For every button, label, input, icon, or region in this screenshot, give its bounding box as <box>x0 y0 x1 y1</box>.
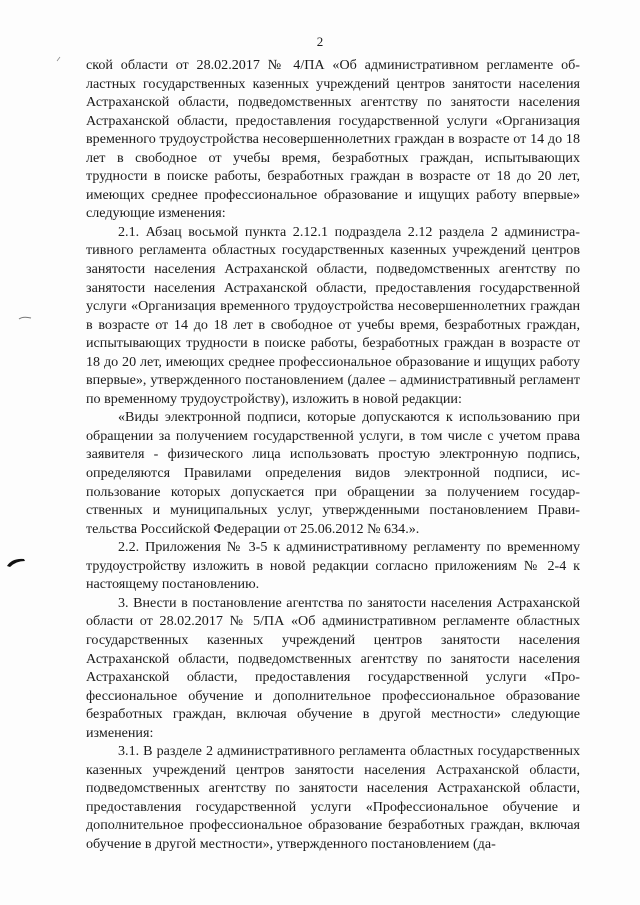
paragraph-3-1: 3.1. В разделе 2 административного регламента областных государственных казенных учреждений центров занятости населения Астраханской области, подведомственных агентству по занятости населения Астраханской области, предоставления государственной услуги «Профессиональное обучение и дополнительное профессиональное образование безработных граждан, включая обучение в другой местности», утвержденного постановлением (да- <box>86 743 580 852</box>
document-body <box>86 56 580 854</box>
margin-pen-mark <box>18 315 32 321</box>
margin-ink-mark <box>6 556 26 568</box>
paragraph-2-1: 2.1. Абзац восьмой пункта 2.12.1 подраздела 2.12 раздела 2 административного регламента областных государственных казенных учреждений центров занятости населения Астраханской области, подведомственных агентству по занятости населения Астраханской области, предоставления государственной услуги «Организация временного трудоустройства несовершеннолетних граждан в возрасте от 14 до 18 лет в свободное от учебы время, безработных граждан, испытывающих трудности в поиске работы, безработных граждан в возрасте от 18 до 20 лет, имеющих среднее профессиональное образование и ищущих работу впервые», утвержденного постановлением (далее – административный регламент по временному трудоустройству), изложить в новой редакции: <box>86 223 580 407</box>
paragraph-3: 3. Внести в постановление агентства по занятости населения Астраханской области от 28.02.2017 № 5/ПА «Об административном регламенте областных государственных казенных учреждений центров занятости населения Астраханской области, подведомственных агентству по занятости населения Астраханской области, предоставления государственной услуги «Профессиональное обучение и дополнительное профессиональное образование безработных граждан, включая обучение в другой местности» следующие изменения: <box>86 594 580 741</box>
paragraph-quote: «Виды электронной подписи, которые допускаются к использованию при обращении за получением государственной услуги, в том числе с учетом права заявителя - физического лица использовать простую электронную подпись, определяются Правилами определения видов электронной подписи, использование которых допускается при обращении за получением государственных и муниципальных услуг, утвержденными постановлением Правительства Российской Федерации от 25.06.2012 № 634.». <box>86 409 580 537</box>
paragraph-intro: ской области от 28.02.2017 № 4/ПА «Об административном регламенте областных государственных казенных учреждений центров занятости населения Астраханской области, подведомственных агентству по занятости населения Астраханской области, предоставления государственной услуги «Организация временного трудоустройства несовершеннолетних граждан в возрасте от 14 до 18 лет в свободное от учебы время, безработных граждан, испытывающих трудности в поиске работы, безработных граждан в возрасте от 18 до 20 лет, имеющих среднее профессиональное образование и ищущих работу впервые» следующие изменения: <box>86 57 580 222</box>
scan-corner-mark <box>56 52 66 62</box>
paragraph-2-2: 2.2. Приложения № 3-5 к административному регламенту по временному трудоустройству изложить в новой редакции согласно приложениям № 2-4 к настоящему постановлению. <box>86 539 580 593</box>
page-number: 2 <box>316 34 324 49</box>
